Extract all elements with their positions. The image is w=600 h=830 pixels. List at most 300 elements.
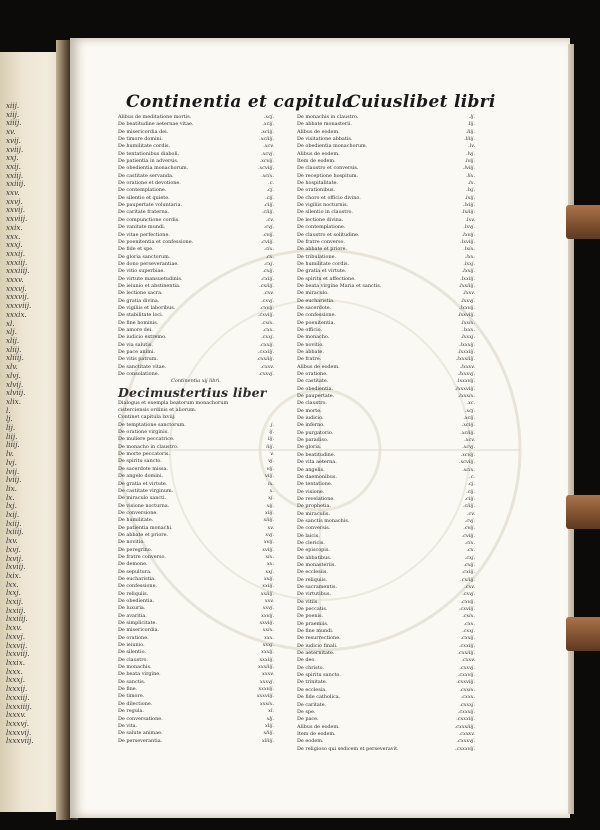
- margin-numeral: lxxviij.: [6, 649, 30, 659]
- leather-clasp-top: [566, 205, 600, 239]
- entry-leaf-number: xxxvj.: [259, 678, 274, 685]
- entry-leaf-number: .lxxvj.: [460, 297, 475, 304]
- entry-title: De caritate fraterna.: [118, 209, 170, 216]
- contents-entry: [297, 408, 475, 415]
- margin-numeral: xxiiij.: [6, 179, 26, 189]
- contents-entry: [118, 458, 274, 465]
- entry-leaf-number: .lxviij.: [460, 238, 475, 245]
- entry-leaf-number: .cxxvj.: [258, 371, 274, 378]
- contents-entry: [118, 187, 274, 194]
- entry-title: De inferno.: [297, 422, 325, 429]
- entry-leaf-number: .lxxiij.: [460, 275, 475, 282]
- entry-leaf-number: .lxx.: [464, 253, 475, 260]
- entry-title: De christo.: [297, 664, 325, 671]
- contents-entry: [118, 276, 274, 283]
- contents-entry: [118, 532, 274, 539]
- entry-title: De sanctitate vitae.: [118, 363, 167, 370]
- entry-title: De iudicio finali.: [297, 642, 338, 649]
- contents-entry: [297, 400, 475, 407]
- entry-title: De visione nocturna.: [118, 502, 170, 509]
- contents-entry: [118, 613, 274, 620]
- margin-numeral: lxj.: [6, 501, 17, 511]
- entry-leaf-number: .lxxxj.: [460, 334, 475, 341]
- left-column-bottom-list: [118, 422, 274, 745]
- contents-entry: [118, 730, 274, 737]
- entry-title: De vigiliis nocturnis.: [297, 202, 349, 209]
- contents-entry: [118, 320, 274, 327]
- margin-numeral: lxxj.: [6, 588, 21, 598]
- entry-title: De lectione sacra.: [118, 290, 163, 297]
- margin-numeral: xlij.: [6, 335, 20, 345]
- entry-title: De ieiunio et abstinentia.: [118, 282, 181, 289]
- contents-entry: [118, 495, 274, 502]
- entry-title: De miraculo.: [297, 290, 329, 297]
- contents-entry: [297, 334, 475, 341]
- entry-leaf-number: .cij.: [466, 488, 475, 495]
- intro-line: Continet capitula lxviij.: [118, 414, 176, 421]
- margin-numeral: lxiij.: [6, 518, 22, 528]
- entry-leaf-number: .cxxv.: [461, 657, 475, 664]
- contents-entry: [118, 246, 274, 253]
- margin-numeral: lxv.: [6, 536, 18, 546]
- contents-entry: [297, 746, 475, 753]
- entry-title: De silentio.: [118, 649, 146, 656]
- entry-leaf-number: .lxv.: [465, 216, 475, 223]
- contents-entry: [118, 239, 274, 246]
- entry-leaf-number: .lxxxij.: [458, 341, 475, 348]
- contents-entry: [118, 261, 274, 268]
- entry-title: De paupertate voluntaria.: [118, 202, 183, 209]
- entry-leaf-number: xxxix.: [259, 700, 274, 707]
- margin-numeral: xxv.: [6, 188, 20, 198]
- contents-entry: [118, 657, 274, 664]
- entry-title: De oratione.: [297, 371, 328, 378]
- entry-leaf-number: .xcix.: [462, 466, 475, 473]
- entry-title: De eucharistia.: [297, 297, 335, 304]
- contents-entry: [118, 224, 274, 231]
- entry-title: De paradiso.: [297, 437, 329, 444]
- margin-numeral: lxxxvj.: [6, 718, 30, 728]
- entry-leaf-number: xxix.: [262, 627, 274, 634]
- entry-leaf-number: .xciiij.: [259, 136, 274, 143]
- entry-title: De avaritia.: [118, 612, 147, 619]
- contents-entry: [297, 114, 475, 121]
- margin-numeral: xxx.: [6, 231, 21, 241]
- entry-title: De vitiis.: [297, 598, 319, 605]
- entry-leaf-number: j.: [270, 421, 274, 428]
- entry-title: De resurrectione.: [297, 635, 341, 642]
- heading-cuiuslibet: Cuiuslibet libri: [347, 92, 496, 112]
- entry-leaf-number: xxxj.: [262, 642, 274, 649]
- entry-title: De beatitudine aeternae vitae.: [118, 121, 194, 128]
- contents-entry: [118, 716, 274, 723]
- entry-leaf-number: xvij.: [263, 539, 274, 546]
- entry-title: De fratre converso.: [297, 238, 345, 245]
- contents-entry: [297, 364, 475, 371]
- contents-entry: [297, 702, 475, 709]
- entry-leaf-number: vj.: [268, 458, 274, 465]
- contents-entry: [118, 642, 274, 649]
- entry-leaf-number: .cxxxvij.: [455, 745, 475, 752]
- entry-title: De castitate virginum.: [118, 487, 174, 494]
- entry-title: De simplicitate.: [118, 620, 157, 627]
- contents-entry: [118, 547, 274, 554]
- contents-entry: [297, 232, 475, 239]
- margin-numeral: xv.: [6, 127, 16, 137]
- entry-title: De morte.: [297, 407, 322, 414]
- margin-numeral: lxx.: [6, 579, 19, 589]
- entry-leaf-number: xxvij.: [261, 612, 274, 619]
- entry-title: De obedientia.: [118, 598, 155, 604]
- entry-title: De gratia et virtute.: [297, 268, 347, 275]
- entry-title: De silentio in claustro.: [297, 209, 353, 216]
- entry-leaf-number: .xcv.: [263, 143, 274, 150]
- entry-leaf-number: .cxj.: [263, 260, 274, 267]
- entry-title: De claustro et solitudine.: [297, 231, 360, 238]
- contents-entry: [297, 459, 475, 466]
- contents-entry: [118, 444, 274, 451]
- entry-leaf-number: xxxij.: [261, 649, 274, 656]
- entry-leaf-number: .cxv.: [263, 290, 274, 297]
- contents-entry: [297, 599, 475, 606]
- contents-entry: [118, 180, 274, 187]
- contents-entry: [297, 386, 475, 393]
- entry-title: De conversatione.: [118, 715, 163, 722]
- entry-leaf-number: ix.: [268, 480, 274, 487]
- entry-title: De trinitate.: [297, 679, 328, 686]
- entry-title: De monacho in claustro.: [118, 443, 179, 450]
- entry-title: De consolatione.: [118, 371, 160, 378]
- entry-leaf-number: .cxx.: [463, 620, 475, 627]
- intro-line: Dialogus et exempla beatorum monachorum: [118, 399, 229, 406]
- entry-title: De tentatione.: [297, 481, 333, 488]
- margin-numeral: lxxxiiij.: [6, 701, 32, 711]
- entry-leaf-number: .lxxiiij.: [458, 282, 475, 289]
- margin-numeral: lviij.: [6, 475, 22, 485]
- entry-leaf-number: xj.: [268, 495, 274, 502]
- entry-leaf-number: .cvj.: [464, 517, 475, 524]
- contents-entry: [297, 254, 475, 261]
- entry-leaf-number: xxxvij.: [258, 686, 274, 693]
- margin-numeral: lv.: [6, 449, 14, 459]
- entry-title: De spiritu sancto.: [297, 672, 341, 679]
- contents-entry: [297, 136, 475, 143]
- entry-title: De iudicio extremo.: [118, 334, 167, 341]
- entry-title: De officio.: [297, 326, 323, 333]
- entry-leaf-number: .xcvij.: [460, 451, 475, 458]
- entry-title: De fratre converso.: [118, 553, 166, 560]
- margin-numeral: xxxv.: [6, 275, 24, 285]
- entry-leaf-number: .lxxix.: [460, 319, 475, 326]
- contents-entry: [297, 665, 475, 672]
- contents-entry: [118, 342, 274, 349]
- contents-entry: [297, 378, 475, 385]
- entry-leaf-number: .cxxxiiij.: [454, 723, 475, 730]
- contents-entry: [118, 209, 274, 216]
- margin-numeral: xviij.: [6, 144, 24, 154]
- contents-entry: [297, 709, 475, 716]
- entry-leaf-number: xv.: [267, 524, 274, 531]
- entry-title: De perseverantia.: [118, 737, 163, 744]
- entry-leaf-number: xxxiij.: [259, 656, 274, 663]
- margin-numeral: xxiij.: [6, 170, 24, 180]
- entry-leaf-number: .cxxvj.: [459, 664, 475, 671]
- entry-leaf-number: .xcviij.: [257, 165, 274, 172]
- entry-leaf-number: .xcviij.: [458, 459, 475, 466]
- entry-title: De demone.: [118, 561, 148, 568]
- entry-title: De humilitate.: [118, 517, 154, 524]
- contents-entry: [118, 627, 274, 634]
- entry-leaf-number: .ciij.: [464, 495, 475, 502]
- entry-leaf-number: .cxxiij.: [257, 349, 274, 355]
- entry-leaf-number: .c.: [268, 180, 274, 187]
- margin-numeral: lxxiij.: [6, 605, 26, 615]
- entry-title: De choro et officio divino.: [297, 194, 361, 201]
- entry-title: De reliquiis.: [297, 576, 328, 583]
- contents-entry: [118, 701, 274, 708]
- contents-entry: [297, 180, 475, 187]
- entry-title: De silentio et quiete.: [118, 194, 170, 201]
- entry-title: De poenitentia.: [297, 319, 336, 326]
- contents-entry: [297, 452, 475, 459]
- entry-title: De oratione et devotione.: [118, 180, 181, 187]
- contents-entry: [297, 687, 475, 694]
- margin-numeral: lxxix.: [6, 658, 26, 667]
- entry-leaf-number: .cx.: [265, 253, 274, 260]
- margin-numeral: xiij.: [6, 109, 20, 119]
- margin-numeral: xlv.: [6, 362, 18, 372]
- contents-entry: [118, 158, 274, 165]
- entry-title: De tribulatione.: [297, 253, 337, 260]
- entry-title: De ecclesiis.: [297, 569, 328, 576]
- intro-line: cisterciensis ordinis et aliorum.: [118, 407, 197, 414]
- margin-numeral: xxxij.: [6, 248, 25, 258]
- entry-leaf-number: .lxxv.: [462, 290, 475, 297]
- margin-numeral: xxxj.: [6, 240, 23, 250]
- entry-title: De oratione virginis.: [118, 429, 169, 436]
- entry-leaf-number: .cix.: [464, 539, 475, 546]
- contents-entry: [297, 547, 475, 554]
- entry-title: De humilitate cordis.: [297, 260, 350, 267]
- contents-entry: [297, 415, 475, 422]
- entry-leaf-number: .lxxxvij.: [456, 378, 475, 385]
- entry-leaf-number: .lxxviij.: [457, 312, 475, 319]
- contents-entry: [118, 268, 274, 275]
- entry-leaf-number: .cxij.: [463, 561, 475, 568]
- entry-leaf-number: xij.: [266, 502, 274, 509]
- entry-title: De abbate et priore.: [118, 531, 169, 538]
- entry-title: De aeternitate.: [297, 650, 335, 657]
- margin-numeral: xxxviij.: [6, 301, 32, 311]
- entry-leaf-number: .lxxxix.: [457, 393, 475, 400]
- margin-numeral: lij.: [6, 423, 16, 433]
- contents-entry: [297, 716, 475, 723]
- entry-leaf-number: .lviij.: [462, 165, 475, 172]
- contents-entry: [118, 283, 274, 290]
- entry-leaf-number: .cxxvij.: [457, 672, 475, 679]
- entry-leaf-number: .xciij.: [461, 422, 475, 429]
- contents-entry: [297, 209, 475, 216]
- entry-title: De dono perseverantiae.: [118, 260, 179, 267]
- entry-title: De compunctione cordis.: [118, 216, 180, 223]
- margin-numeral: lxij.: [6, 510, 20, 520]
- contents-entry: [297, 511, 475, 518]
- contents-entry: [118, 591, 274, 598]
- entry-leaf-number: .cxvij.: [259, 304, 274, 311]
- entry-leaf-number: .cxviij.: [257, 312, 274, 319]
- contents-entry: [118, 473, 274, 480]
- entry-title: De spiritu sancto.: [118, 458, 162, 465]
- entry-leaf-number: .lxxxv.: [459, 363, 475, 370]
- entry-title: De poenitentia et confessione.: [118, 238, 194, 245]
- contents-entry: [118, 664, 274, 671]
- margin-numeral: liiij.: [6, 440, 20, 450]
- entry-leaf-number: .cxix.: [261, 319, 274, 326]
- contents-entry: [297, 143, 475, 150]
- contents-entry: [297, 173, 475, 180]
- contents-entry: [118, 290, 274, 297]
- entry-title: Item de eodem.: [297, 730, 336, 737]
- margin-numeral: lxvij.: [6, 553, 24, 563]
- margin-numeral: lxxiiij.: [6, 614, 28, 624]
- margin-numeral: lxvj.: [6, 544, 21, 554]
- entry-title: De confessione.: [297, 312, 337, 319]
- margin-numeral: lvj.: [6, 457, 17, 467]
- entry-leaf-number: .lxxvij.: [458, 304, 475, 311]
- entry-title: De gratia divina.: [118, 297, 160, 304]
- entry-title: De castitate servanda.: [118, 172, 174, 179]
- entry-leaf-number: .lxxij.: [461, 268, 475, 275]
- entry-title: De monasteriis.: [297, 561, 336, 568]
- margin-numeral: xiij.: [6, 101, 20, 110]
- entry-leaf-number: .cxxxv.: [458, 730, 475, 737]
- entry-leaf-number: .cxxxij.: [457, 708, 475, 715]
- contents-entry: [118, 121, 274, 128]
- leather-clasp-middle: [566, 495, 600, 529]
- margin-numeral: xl.: [6, 318, 15, 328]
- margin-numeral: xxix.: [6, 222, 23, 232]
- entry-leaf-number: .ciij.: [263, 202, 274, 209]
- entry-title: Alibus de eodem.: [297, 723, 340, 730]
- entry-title: De vanitate mundi.: [118, 224, 166, 231]
- entry-title: De timore domini.: [118, 136, 163, 143]
- contents-entry: [297, 496, 475, 503]
- entry-title: De patientia in adversis.: [118, 158, 179, 165]
- margin-numeral: lxxvj.: [6, 631, 25, 641]
- entry-leaf-number: .xcij.: [463, 415, 475, 422]
- entry-title: De vita aeterna.: [297, 459, 337, 466]
- entry-title: De oratione.: [118, 634, 149, 641]
- contents-entry: [118, 165, 274, 172]
- entry-title: De fide et spe.: [118, 246, 154, 253]
- right-column-list: [297, 114, 475, 753]
- entry-title: De visitatione abbatis.: [297, 136, 353, 143]
- contents-entry: [297, 283, 475, 290]
- contents-entry: [297, 650, 475, 657]
- contents-entry: [118, 738, 274, 745]
- entry-leaf-number: .lxxxiiij.: [455, 356, 475, 363]
- contents-entry: [118, 195, 274, 202]
- entry-leaf-number: .c.: [469, 473, 475, 480]
- contents-entry: [297, 679, 475, 686]
- entry-leaf-number: .lxiiij.: [461, 209, 475, 216]
- margin-numeral: xxvj.: [6, 196, 23, 206]
- entry-title: De vitio superbiae.: [118, 268, 165, 275]
- entry-leaf-number: .lxvj.: [463, 224, 475, 231]
- entry-title: De praemiis.: [297, 620, 329, 627]
- contents-entry: [118, 327, 274, 334]
- contents-entry: [118, 671, 274, 678]
- entry-leaf-number: xxj.: [265, 568, 274, 575]
- book-title-line-1: Decimustertius liber: [118, 384, 267, 400]
- entry-title: De contemplatione.: [118, 187, 167, 194]
- contents-entry: [297, 489, 475, 496]
- entry-leaf-number: .liij.: [465, 128, 475, 135]
- entry-leaf-number: .cxiij.: [260, 275, 274, 282]
- contents-entry: [297, 643, 475, 650]
- entry-leaf-number: .cvij.: [463, 525, 475, 532]
- contents-entry: [118, 503, 274, 510]
- entry-leaf-number: .xcvj.: [462, 444, 475, 451]
- entry-title: De pace animi.: [118, 349, 155, 355]
- entry-leaf-number: .cxxiiij.: [457, 650, 475, 657]
- contents-entry: [297, 635, 475, 642]
- margin-numeral: xxxvij.: [6, 292, 30, 302]
- section-subhead: Continentia xij libri.: [171, 378, 221, 385]
- margin-numeral: lxxxvij.: [6, 727, 32, 737]
- entry-title: De daemonibus.: [297, 473, 337, 480]
- contents-entry: [118, 436, 274, 443]
- entry-leaf-number: xxv.: [264, 598, 274, 604]
- entry-title: De vitis patrum.: [118, 356, 158, 363]
- entry-leaf-number: .xciiij.: [460, 429, 475, 436]
- contents-entry: [297, 187, 475, 194]
- entry-leaf-number: .xcj.: [464, 407, 475, 414]
- entry-title: De temptatione sanctorum.: [118, 421, 186, 428]
- contents-entry: [118, 202, 274, 209]
- entry-title: De eodem.: [297, 738, 324, 745]
- entry-leaf-number: xl.: [268, 708, 274, 715]
- margin-numeral: l.: [6, 405, 11, 415]
- entry-leaf-number: .cxxj.: [462, 628, 475, 635]
- entry-title: De virtute mansuetudinis.: [118, 275, 183, 282]
- contents-entry: [118, 576, 274, 583]
- contents-entry: [118, 554, 274, 561]
- entry-leaf-number: xviij.: [262, 546, 274, 553]
- entry-leaf-number: .liiij.: [464, 136, 475, 143]
- entry-leaf-number: .xciij.: [260, 128, 274, 135]
- contents-entry: [297, 202, 475, 209]
- contents-entry: [118, 635, 274, 642]
- entry-leaf-number: xlj.: [266, 715, 274, 722]
- contents-entry: [297, 195, 475, 202]
- entry-leaf-number: .cxxxiij.: [456, 716, 475, 723]
- margin-numeral: lxiiij.: [6, 527, 24, 537]
- entry-title: De gratia et virtute.: [118, 480, 168, 487]
- entry-title: De contemplatione.: [297, 224, 346, 231]
- entry-leaf-number: .lxxx.: [462, 326, 475, 333]
- contents-entry: [118, 488, 274, 495]
- entry-title: De novitio.: [118, 539, 145, 546]
- entry-title: De stabilitate loci.: [118, 312, 164, 319]
- entry-title: Alibus de eodem.: [297, 128, 340, 135]
- entry-leaf-number: .cxxiiij.: [256, 356, 274, 363]
- contents-entry: [118, 143, 274, 150]
- margin-numeral: xlviij.: [6, 388, 26, 398]
- contents-entry: [118, 620, 274, 627]
- entry-leaf-number: .cxxij.: [259, 341, 274, 348]
- entry-leaf-number: xxiij.: [262, 583, 274, 590]
